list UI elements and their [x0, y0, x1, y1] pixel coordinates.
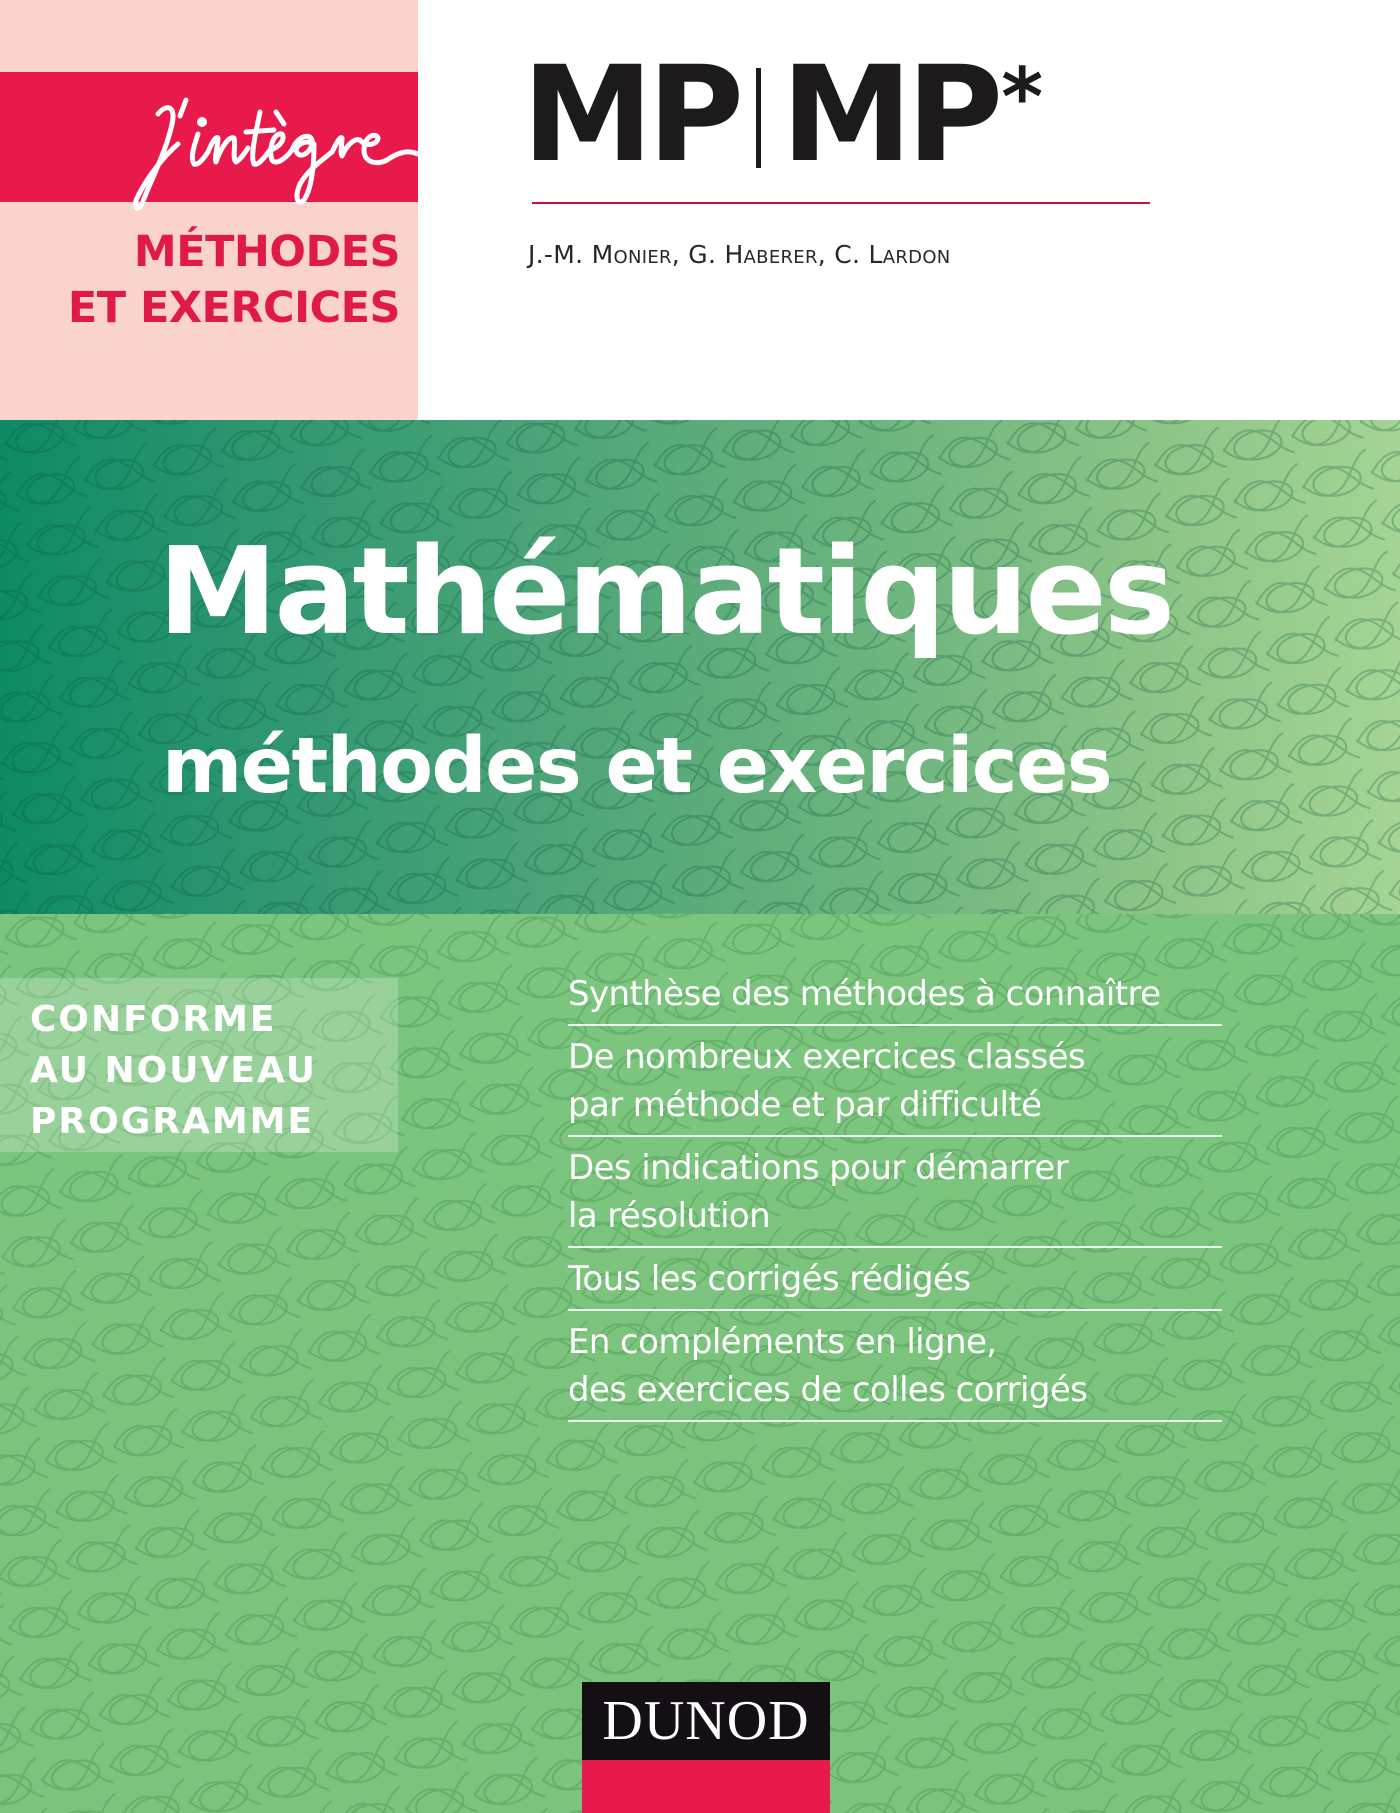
publisher-name: DUNOD — [602, 1690, 810, 1752]
collection-label — [68, 224, 400, 336]
authors: J.-M. Monier, G. Haberer, C. Lardon — [528, 240, 951, 269]
badge-text — [30, 994, 317, 1147]
title-divider — [532, 202, 1150, 204]
publisher-logo — [582, 1682, 830, 1813]
feature-item — [568, 1033, 1222, 1137]
level-separator — [756, 68, 761, 168]
feature-line: Synthèse des méthodes à connaître — [568, 974, 1161, 1014]
feature-list — [568, 970, 1222, 1429]
series-panel — [0, 0, 418, 420]
badge-line: CONFORME — [30, 999, 277, 1040]
feature-item — [568, 1255, 1222, 1311]
feature-line: Des indications pour démarrer — [568, 1148, 1069, 1188]
badge-line: AU NOUVEAU — [30, 1050, 317, 1091]
level-mp: MP — [522, 38, 739, 192]
publisher-logo-bottom — [582, 1760, 830, 1813]
level-mp-star: MP — [781, 38, 998, 192]
feature-line: De nombreux exercices classés — [568, 1037, 1086, 1077]
jintegre-script-logo — [128, 72, 418, 212]
star-symbol: * — [1001, 51, 1044, 144]
feature-line: En compléments en ligne, — [568, 1322, 997, 1362]
jintegre-logo-icon — [128, 72, 418, 212]
program-badge — [0, 978, 398, 1152]
badge-line: PROGRAMME — [30, 1101, 315, 1142]
book-title: Mathématiques — [158, 523, 1173, 662]
level-title — [522, 38, 1044, 192]
feature-line: des exercices de colles corrigés — [568, 1370, 1088, 1410]
feature-line: Tous les corrigés rédigés — [568, 1259, 971, 1299]
features-area — [0, 914, 1400, 1813]
feature-line: par méthode et par difficulté — [568, 1085, 1042, 1125]
publisher-logo-top — [582, 1682, 830, 1760]
feature-item — [568, 970, 1222, 1026]
feature-item — [568, 1318, 1222, 1422]
hero-band — [0, 420, 1400, 914]
texture-pattern — [0, 420, 1400, 914]
feature-item — [568, 1144, 1222, 1248]
collection-line: MÉTHODES — [133, 227, 400, 277]
collection-line: ET EXERCICES — [67, 283, 400, 333]
book-subtitle: méthodes et exercices — [162, 722, 1112, 811]
feature-line: la résolution — [568, 1196, 771, 1236]
